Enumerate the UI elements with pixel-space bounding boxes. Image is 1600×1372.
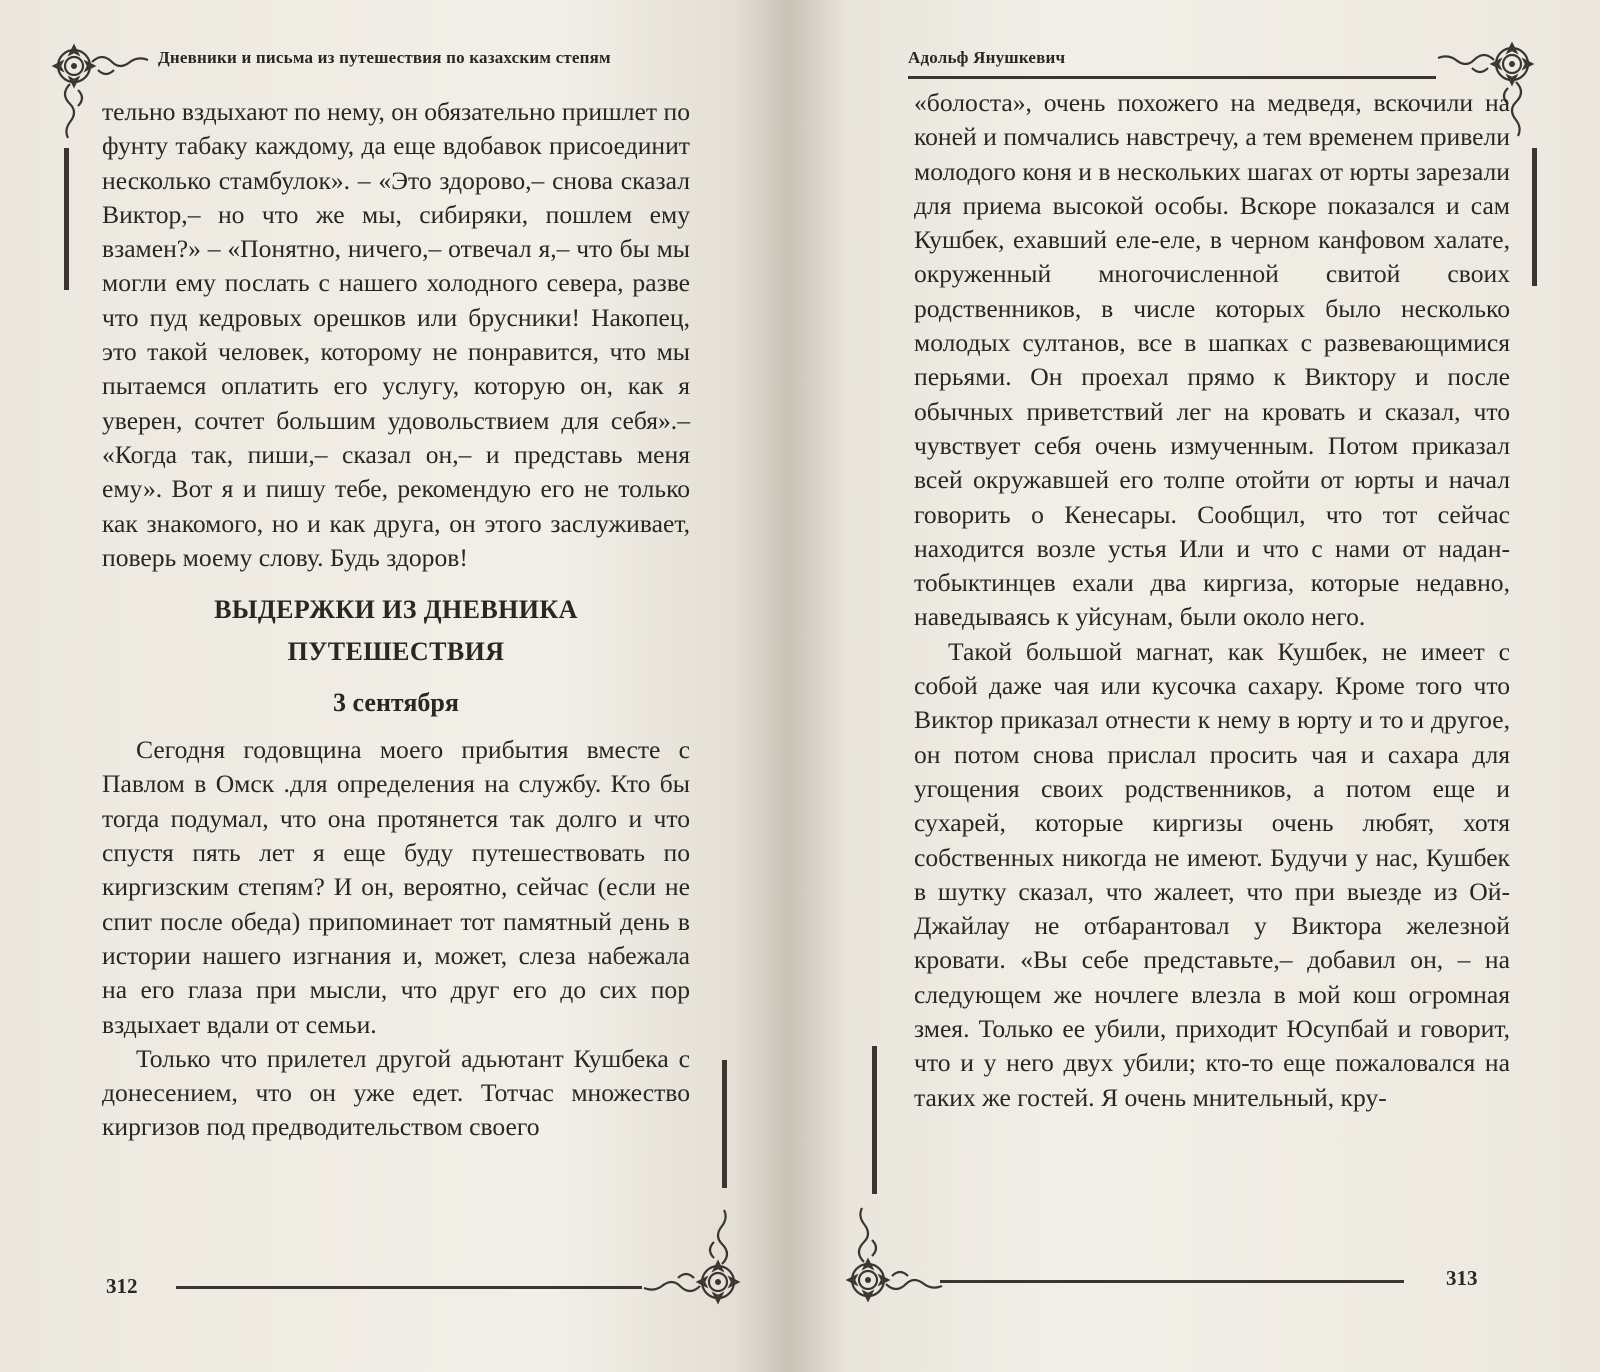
left-page: [0, 0, 790, 1372]
floral-corner-ornament-icon: [840, 1196, 950, 1308]
left-text-block: [102, 95, 690, 1145]
margin-bar: [1532, 148, 1537, 286]
running-head: Дневники и письма из путешествия по казахским степям: [158, 48, 611, 67]
margin-bar: [872, 1046, 877, 1194]
footer-rule: [176, 1286, 642, 1289]
paragraph: тельно вздыхают по нему, он обязательно пришлет по фунту табаку каждому, да еще вдобавок присоединит несколько стамбулок». – «Это здорово,– снова сказал Виктор,– но что же мы, сибиряки, пошлем ему взамен?» – «Понятно, ничего,– отвечал я,– что бы мы могли ему послать с нашего холодного севера, разве что пуд кедровых орешков или брусники! Накопец, это такой человек, которому не понравится, что мы пытаемся оплатить его услугу, которую он, как я уверен, сочтет большим удовольствием для себя».– «Когда так, пиши,– сказал он,– и представь меня ему». Вот я и пишу тебе, рекомендую его не только как знакомого, но и как друга, он этого заслуживает, поверь моему слову. Будь здоров!: [102, 97, 690, 572]
right-page: [790, 0, 1600, 1372]
section-heading: [102, 589, 690, 673]
margin-bar: [64, 148, 69, 290]
running-head: Адольф Янушкевич: [908, 48, 1066, 67]
paragraph: Такой большой магнат, как Кушбек, не имеет с собой даже чая или кусочка сахару. Кроме того что Виктор приказал отнести к нему в юрту и то и другое, он потом снова прислал просить чая и сахара для угощения своих родственников, а потом еще и сухарей, которые киргизы очень любят, хотя собственных никогда не имеют. Будучи у нас, Кушбек в шутку сказал, что жалеет, что при выезде из Ой-Джайлау не отбарантовал у Виктора железной кровати. «Вы себе представьте,– добавил он, – на следующем же ночлеге влезла в мой кош огромная змея. Только ее убили, приходит Юсупбай и говорит, что и у него двух убили; кто-то еще пожаловался на таких же гостей. Я очень мнительный, кру-: [914, 636, 1510, 1112]
paragraph: «болоста», очень похожего на медведя, вскочили на коней и помчались навстречу, а тем временем привели молодого коня и в нескольких шагах от юрты зарезали для приема высокой особы. Вскоре показался и сам Кушбек, ехавший еле-еле, в черном канфовом халате, окруженный многочисленной свитой своих родственников, в числе которых было несколько молодых султанов, все в шапках с развевающимися перьями. Он проехал прямо к Виктору и после обычных приветствий лег на кровать и сказал, что чувствует себя очень измученным. Потом приказал всей окружавшей его толпе отойти от юрты и начал говорить о Кенесары. Сообщил, что тот сейчас находится возле устья Или и что с нами от надан-тобыктинцев ехали два киргиза, которые недавно, наведываясь к уйсунам, были около него.: [914, 88, 1510, 632]
footer-rule: [940, 1280, 1404, 1283]
paragraph: Только что прилетел другой адьютант Кушбека с донесением, что он уже едет. Тотчас множество киргизов под предводительством своего: [102, 1043, 690, 1142]
header-rule: [908, 76, 1436, 79]
section-heading-line: ВЫДЕРЖКИ ИЗ ДНЕВНИКА: [214, 595, 578, 625]
floral-corner-ornament-icon: [636, 1198, 746, 1310]
page-number: 312: [106, 1274, 138, 1298]
date-heading: 3 сентября: [333, 688, 459, 718]
page-number: 313: [1446, 1266, 1478, 1290]
section-heading-line: ПУТЕШЕСТВИЯ: [287, 637, 505, 667]
paragraph: Сегодня годовщина моего прибытия вместе с Павлом в Омск .для определения на службу. Кто бы тогда подумал, что она протянется так долго и что спустя пять лет я еще буду путешествовать по киргизским степям? И он, вероятно, сейчас (если не спит после обеда) припоминает тот памятный день в истории нашего изгнания и, может, слеза набежала на его глаза при мысли, что друг его до сих пор вздыхает вдали от семьи.: [102, 735, 690, 1039]
margin-bar: [722, 1060, 727, 1188]
right-text-block: [914, 86, 1510, 1115]
